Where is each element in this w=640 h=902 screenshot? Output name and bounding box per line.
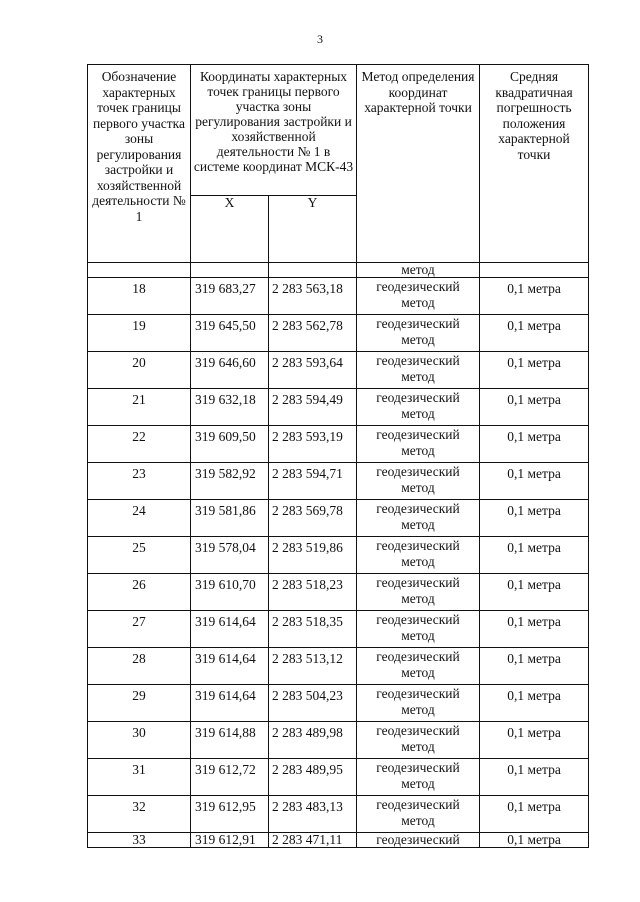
cell-error: 0,1 метра bbox=[480, 796, 589, 833]
cell-num: 31 bbox=[88, 759, 191, 796]
method-line-1: геодезический bbox=[376, 797, 460, 812]
cell-y: 2 283 483,13 bbox=[269, 796, 357, 833]
cell-x: 319 646,60 bbox=[191, 352, 269, 389]
cell-method bbox=[357, 537, 480, 574]
cell-method: метод bbox=[357, 263, 480, 278]
cell-x: 319 612,91 bbox=[191, 833, 269, 848]
cell-error: 0,1 метра bbox=[480, 537, 589, 574]
cell-method bbox=[357, 759, 480, 796]
table-row bbox=[88, 759, 589, 796]
table-row bbox=[88, 278, 589, 315]
method-line-1: геодезический bbox=[376, 538, 460, 553]
table-row bbox=[88, 574, 589, 611]
header-coordinates: Координаты характерных точек границы первого участка зоны регулирования застройки и хозяйственной деятельности № 1 в системе координат МСК-43 bbox=[191, 65, 357, 196]
cell-x: 319 612,95 bbox=[191, 796, 269, 833]
method-line-1: геодезический bbox=[376, 279, 460, 294]
method-line-1: геодезический bbox=[376, 760, 460, 775]
cell-y: 2 283 519,86 bbox=[269, 537, 357, 574]
cell-error: 0,1 метра bbox=[480, 833, 589, 848]
header-point-designation: Обозначение характерных точек границы первого участка зоны регулирования застройки и хозяйственной деятельности № 1 bbox=[88, 65, 191, 263]
cell-num: 25 bbox=[88, 537, 191, 574]
method-line-1: геодезический bbox=[376, 649, 460, 664]
cell-method bbox=[357, 648, 480, 685]
coordinates-table bbox=[87, 64, 589, 848]
cell-method: геодезический bbox=[357, 833, 480, 848]
cell-x: 319 614,64 bbox=[191, 648, 269, 685]
cell-x: 319 609,50 bbox=[191, 426, 269, 463]
table-body bbox=[88, 263, 589, 848]
cell-y: 2 283 504,23 bbox=[269, 685, 357, 722]
cell-x: 319 581,86 bbox=[191, 500, 269, 537]
cell-method bbox=[357, 500, 480, 537]
cell-x: 319 645,50 bbox=[191, 315, 269, 352]
table-row bbox=[88, 685, 589, 722]
method-line-2: метод bbox=[401, 406, 435, 421]
cell-y: 2 283 518,23 bbox=[269, 574, 357, 611]
cell-method bbox=[357, 315, 480, 352]
cell-x: 319 632,18 bbox=[191, 389, 269, 426]
cell-error: 0,1 метра bbox=[480, 463, 589, 500]
table-row bbox=[88, 722, 589, 759]
cell-x: 319 614,64 bbox=[191, 685, 269, 722]
method-line-1: геодезический bbox=[376, 723, 460, 738]
cell-y: 2 283 513,12 bbox=[269, 648, 357, 685]
table-row bbox=[88, 389, 589, 426]
table-row bbox=[88, 500, 589, 537]
cell-method bbox=[357, 352, 480, 389]
method-line-2: метод bbox=[401, 480, 435, 495]
table-row-last bbox=[88, 833, 589, 848]
table-row bbox=[88, 537, 589, 574]
cell-y: 2 283 518,35 bbox=[269, 611, 357, 648]
cell-num: 26 bbox=[88, 574, 191, 611]
cell-num: 21 bbox=[88, 389, 191, 426]
cell-y: 2 283 594,71 bbox=[269, 463, 357, 500]
method-line-1: геодезический bbox=[376, 501, 460, 516]
cell-y: 2 283 471,11 bbox=[269, 833, 357, 848]
method-line-1: геодезический bbox=[376, 353, 460, 368]
cell-num: 27 bbox=[88, 611, 191, 648]
method-line-2: метод bbox=[401, 369, 435, 384]
cell-y: 2 283 593,19 bbox=[269, 426, 357, 463]
cell-y: 2 283 569,78 bbox=[269, 500, 357, 537]
cell-error: 0,1 метра bbox=[480, 611, 589, 648]
cell-error: 0,1 метра bbox=[480, 648, 589, 685]
cell-num bbox=[88, 263, 191, 278]
cell-error: 0,1 метра bbox=[480, 389, 589, 426]
method-line-1: геодезический bbox=[376, 390, 460, 405]
header-y: Y bbox=[269, 196, 357, 263]
method-line-2: метод bbox=[401, 517, 435, 532]
cell-y: 2 283 594,49 bbox=[269, 389, 357, 426]
cell-error: 0,1 метра bbox=[480, 574, 589, 611]
cell-y: 2 283 562,78 bbox=[269, 315, 357, 352]
cell-num: 30 bbox=[88, 722, 191, 759]
table-row bbox=[88, 315, 589, 352]
method-line-2: метод bbox=[401, 776, 435, 791]
cell-y bbox=[269, 263, 357, 278]
header-x: X bbox=[191, 196, 269, 263]
table-row bbox=[88, 648, 589, 685]
method-line-1: геодезический bbox=[376, 612, 460, 627]
method-line-2: метод bbox=[401, 591, 435, 606]
cell-num: 20 bbox=[88, 352, 191, 389]
method-line-1: геодезический bbox=[376, 686, 460, 701]
method-line-1: геодезический bbox=[376, 464, 460, 479]
method-line-2: метод bbox=[401, 813, 435, 828]
cell-error: 0,1 метра bbox=[480, 500, 589, 537]
cell-method bbox=[357, 463, 480, 500]
cell-x: 319 578,04 bbox=[191, 537, 269, 574]
cell-method bbox=[357, 796, 480, 833]
cell-num: 22 bbox=[88, 426, 191, 463]
cell-x: 319 614,88 bbox=[191, 722, 269, 759]
cell-y: 2 283 489,98 bbox=[269, 722, 357, 759]
cell-num: 32 bbox=[88, 796, 191, 833]
cell-method bbox=[357, 278, 480, 315]
page-number: 3 bbox=[317, 32, 323, 46]
cell-y: 2 283 593,64 bbox=[269, 352, 357, 389]
method-line-2: метод bbox=[401, 739, 435, 754]
cell-num: 24 bbox=[88, 500, 191, 537]
method-line-2: метод bbox=[401, 665, 435, 680]
cell-method bbox=[357, 685, 480, 722]
table-row bbox=[88, 463, 589, 500]
table-header bbox=[88, 65, 589, 263]
cell-y: 2 283 489,95 bbox=[269, 759, 357, 796]
cell-method bbox=[357, 722, 480, 759]
cell-method bbox=[357, 426, 480, 463]
cell-error: 0,1 метра bbox=[480, 685, 589, 722]
cell-num: 18 bbox=[88, 278, 191, 315]
cell-method bbox=[357, 389, 480, 426]
cell-num: 23 bbox=[88, 463, 191, 500]
method-line-2: метод bbox=[401, 628, 435, 643]
method-line-1: геодезический bbox=[376, 575, 460, 590]
method-line-2: метод bbox=[401, 554, 435, 569]
method-line-2: метод bbox=[401, 443, 435, 458]
cell-x: 319 683,27 bbox=[191, 278, 269, 315]
table-row bbox=[88, 611, 589, 648]
cell-y: 2 283 563,18 bbox=[269, 278, 357, 315]
method-line-1: геодезический bbox=[376, 316, 460, 331]
cell-x: 319 614,64 bbox=[191, 611, 269, 648]
cell-error: 0,1 метра bbox=[480, 759, 589, 796]
header-error: Средняя квадратичная погрешность положения характерной точки bbox=[480, 65, 589, 263]
cell-error bbox=[480, 263, 589, 278]
cell-method bbox=[357, 611, 480, 648]
method-line-1: геодезический bbox=[376, 427, 460, 442]
cell-num: 19 bbox=[88, 315, 191, 352]
cell-error: 0,1 метра bbox=[480, 278, 589, 315]
cell-error: 0,1 метра bbox=[480, 352, 589, 389]
cell-x: 319 612,72 bbox=[191, 759, 269, 796]
table-row bbox=[88, 796, 589, 833]
cell-error: 0,1 метра bbox=[480, 722, 589, 759]
cell-x: 319 610,70 bbox=[191, 574, 269, 611]
table-row bbox=[88, 352, 589, 389]
cell-x bbox=[191, 263, 269, 278]
cell-num: 33 bbox=[88, 833, 191, 848]
continuation-row bbox=[88, 263, 589, 278]
cell-method bbox=[357, 574, 480, 611]
header-method: Метод определения координат характерной точки bbox=[357, 65, 480, 263]
cell-error: 0,1 метра bbox=[480, 315, 589, 352]
cell-num: 28 bbox=[88, 648, 191, 685]
cell-error: 0,1 метра bbox=[480, 426, 589, 463]
cell-x: 319 582,92 bbox=[191, 463, 269, 500]
method-line-2: метод bbox=[401, 295, 435, 310]
cell-num: 29 bbox=[88, 685, 191, 722]
method-line-2: метод bbox=[401, 702, 435, 717]
method-line-2: метод bbox=[401, 332, 435, 347]
table-row bbox=[88, 426, 589, 463]
